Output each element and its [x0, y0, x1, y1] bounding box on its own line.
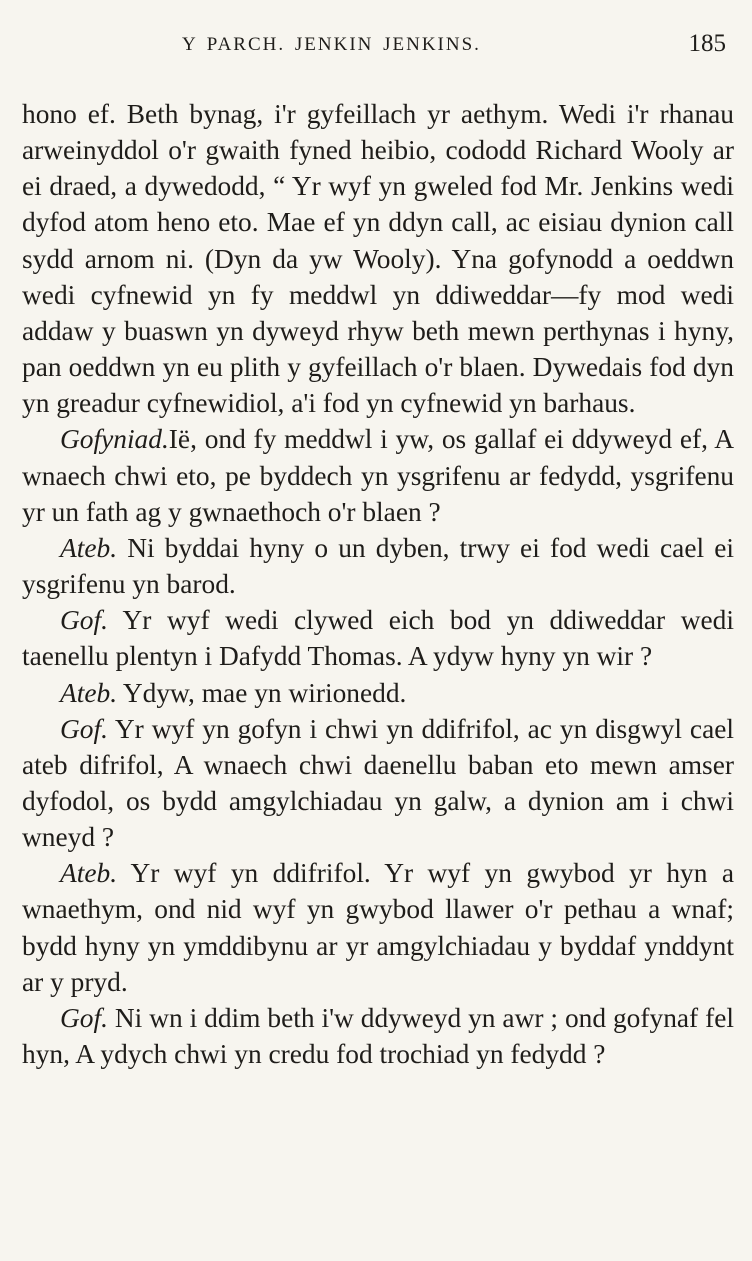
paragraph-text: Yr wyf yn gofyn i chwi yn ddifrifol, ac yn disgwyl cael ateb difrifol, A wnaech chwi daenellu baban eto mewn amser dyfodol, os bydd amgylchiadau yn galw, a dynion am i chwi wneyd ?: [22, 713, 734, 853]
paragraph-text: Ydyw, mae yn wirionedd.: [117, 677, 407, 708]
paragraph-text: Ië, ond fy meddwl i yw, os gallaf ei ddyweyd ef, A wnaech chwi eto, pe byddech yn ysgrifenu ar fedydd, ysgrifenu yr un fath ag y gwnaethoch o'r blaen ?: [22, 424, 734, 527]
paragraph-question: [22, 1000, 734, 1072]
paragraph-text: Ni wn i ddim beth i'w ddyweyd yn awr ; ond gofynaf fel hyn, A ydych chwi yn credu fod trochiad yn fedydd ?: [22, 1002, 734, 1070]
speaker-label: Gofyniad.: [60, 424, 169, 455]
paragraph-question: [22, 602, 734, 674]
speaker-label: Gof.: [60, 713, 108, 744]
speaker-label: Ateb.: [60, 677, 118, 708]
paragraph-answer: [22, 530, 734, 602]
page-number: 185: [688, 30, 726, 57]
paragraph-text: Yr wyf wedi clywed eich bod yn ddiweddar wedi taenellu plentyn i Dafydd Thomas. A ydyw hyny yn wir ?: [22, 605, 734, 672]
paragraph-answer: [22, 855, 734, 1000]
paragraph-text: hono ef. Beth bynag, i'r gyfeillach yr aethym. Wedi i'r rhanau arweinyddol o'r gwaith fyned heibio, cododd Richard Wooly ar ei draed, a dywedodd, “ Yr wyf yn gweled fod Mr. Jenkins wedi dyfod atom heno eto. Mae ef yn ddyn call, ac eisiau dynion call sydd arnom ni. (Dyn da yw Wooly). Yna gofynodd a oeddwn wedi cyfnewid yn fy meddwl yn ddiweddar—fy mod wedi addaw y buaswn yn dyweyd rhyw beth mewn perthynas i hyny, pan oeddwn yn eu plith y gyfeillach o'r blaen. Dywedais fod dyn yn greadur cyfnewidiol, a'i fod yn cyfnewid yn barhaus.: [22, 99, 734, 419]
page-header: [22, 28, 734, 68]
body-text: [22, 96, 734, 1072]
speaker-label: Gof.: [60, 605, 108, 636]
paragraph-continuation: [22, 96, 734, 421]
running-head: Y PARCH. JENKIN JENKINS.: [182, 34, 481, 55]
book-page: [22, 28, 734, 1072]
paragraph-answer: [22, 675, 734, 711]
speaker-label: Ateb.: [60, 858, 118, 889]
speaker-label: Ateb.: [60, 532, 118, 563]
paragraph-question: [22, 711, 734, 856]
paragraph-question: [22, 421, 734, 529]
paragraph-text: Yr wyf yn ddifrifol. Yr wyf yn gwybod yr hyn a wnaethym, ond nid wyf yn gwybod llawer o'r pethau a wnaf; bydd hyny yn ymddibynu ar yr amgylchiadau y byddaf ynddynt ar y pryd.: [22, 858, 734, 997]
paragraph-text: Ni byddai hyny o un dyben, trwy ei fod wedi cael ei ysgrifenu yn barod.: [22, 532, 734, 600]
speaker-label: Gof.: [60, 1002, 108, 1033]
